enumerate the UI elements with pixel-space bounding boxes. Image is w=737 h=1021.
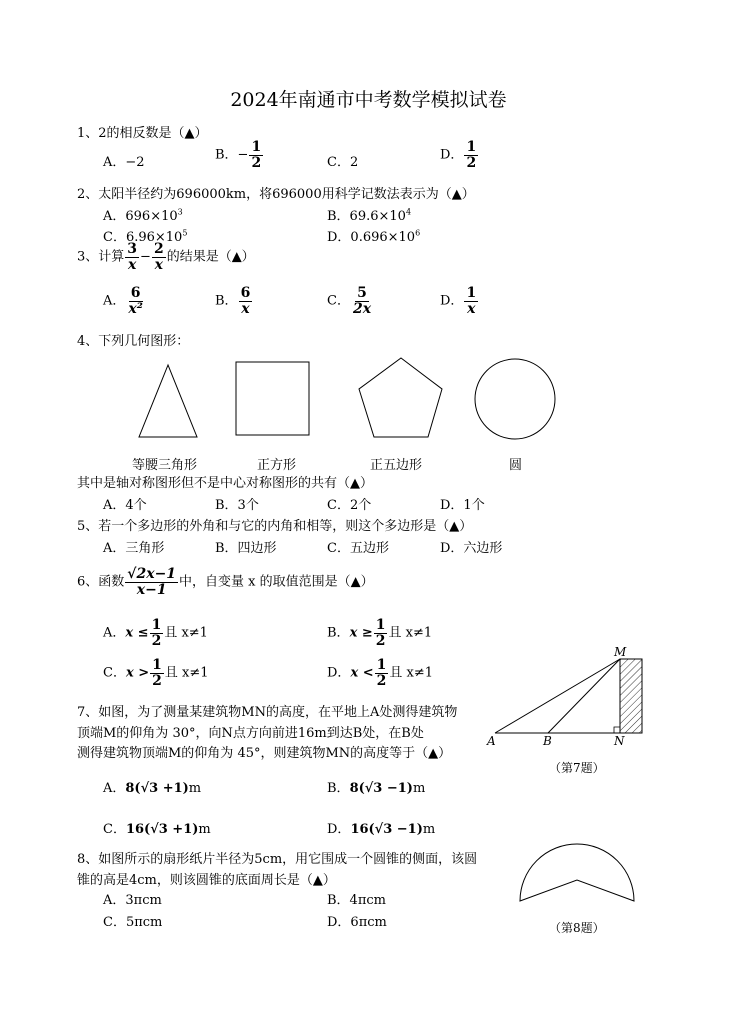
page-title: 2024年南通市中考数学模拟试卷	[230, 89, 507, 111]
question-7-line1: 7、如图，为了测量某建筑物MN的高度，在平地上A处测得建筑物	[77, 705, 458, 720]
q3-option-a: A． $\frac{6}{\text{x²}}$	[103, 285, 143, 317]
q3-option-d: D． $\frac{1}{x}$	[440, 285, 477, 317]
q4-option-d: D．1个	[440, 498, 485, 513]
label-n: N	[614, 734, 625, 748]
q4-option-a: A．4个	[103, 498, 147, 513]
q8-option-a: A．3πcm	[103, 893, 162, 908]
q4-option-c: C．2个	[327, 498, 372, 513]
q7-option-a: A．8(√3 +1)m	[103, 781, 202, 796]
q6-option-c: C．x > $\frac{1}{2}$ 且 x≠1	[103, 657, 209, 689]
q7-option-c: C．16(√3 +1)m	[103, 822, 211, 837]
q1-option-c: C．2	[327, 155, 359, 170]
q2-option-d: D．$0.696\times 10^6$	[327, 228, 421, 245]
sector-shape	[520, 844, 634, 901]
q4-option-b: B．3个	[215, 498, 259, 513]
q8-option-d: D．6πcm	[327, 915, 387, 930]
question-2-stem: 2、太阳半径约为696000km，将696000用科学记数法表示为（▲）	[77, 187, 475, 202]
q2-option-c: C．$6.96\times 10^5$	[103, 228, 188, 245]
q5-option-b: B．四边形	[215, 541, 277, 556]
q1-option-d: D． $\frac{1}{2}$	[440, 139, 477, 171]
question-4-stem: 4、下列几何图形：	[77, 334, 190, 349]
label-m: M	[614, 645, 627, 659]
shape-label-pentagon: 正五边形	[370, 458, 423, 473]
q7-option-b: B．8(√3 −1)m	[327, 781, 426, 796]
shape-label-circle: 圆	[509, 458, 523, 473]
question-7-line2: 顶端M的仰角为 30°，向N点方向前进16m到达B处，在B处	[77, 726, 424, 741]
q8-option-b: B．4πcm	[327, 893, 386, 908]
question-7-line3: 测得建筑物顶端M的仰角为 45°，则建筑物MN的高度等于（▲）	[77, 746, 452, 761]
q5-option-c: C．五边形	[327, 541, 389, 556]
label-b: B	[543, 734, 552, 748]
q2-option-a: A．$696\times 10^3$	[103, 207, 183, 224]
q3-option-c: C． $\frac{5}{2x}$	[327, 285, 372, 317]
q6-option-a: A．x ≤ $\frac{1}{2}$ 且 x≠1	[103, 617, 208, 649]
q7-option-d: D．16(√3 −1)m	[327, 822, 436, 837]
q6-option-b: B．x ≥ $\frac{1}{2}$ 且 x≠1	[327, 617, 433, 649]
q6-option-d: D．x < $\frac{1}{2}$ 且 x≠1	[327, 657, 433, 689]
q1-option-b: B．− $\frac{1}{2}$	[215, 139, 262, 171]
label-a: A	[487, 734, 496, 748]
question-5-stem: 5、若一个多边形的外角和与它的内角和相等，则这个多边形是（▲）	[77, 519, 473, 534]
q2-option-b: B．$69.6\times 10^4$	[327, 207, 412, 224]
q8-caption: （第8题）	[549, 921, 605, 935]
shape-label-square: 正方形	[257, 458, 297, 473]
q1-option-a: A．−2	[103, 155, 145, 170]
shape-label-triangle: 等腰三角形	[132, 458, 198, 473]
question-3-stem: 3、计算 $\frac{3}{x}$ − $\frac{2}{x}$ 的结果是（▲）	[77, 241, 255, 273]
question-6-stem: 6、函数 $\frac{√2x-1}{x-1}$ 中，自变量 x 的取值范围是（▲）	[77, 566, 374, 598]
q5-option-d: D．六边形	[440, 541, 503, 556]
q7-caption: （第7题）	[549, 761, 605, 775]
question-8-line1: 8、如图所示的扇形纸片半径为5cm，用它围成一个圆锥的侧面，该圆	[77, 852, 478, 867]
question-1-stem: 1、2的相反数是（▲）	[77, 126, 208, 141]
question-4-stem2: 其中是轴对称图形但不是中心对称图形的共有（▲）	[77, 476, 373, 491]
question-8-line2: 锥的高是4cm，则该圆锥的底面周长是（▲）	[77, 873, 336, 888]
q8-option-c: C．5πcm	[103, 915, 163, 930]
q3-option-b: B． $\frac{6}{x}$	[215, 285, 251, 317]
q5-option-a: A．三角形	[103, 541, 165, 556]
